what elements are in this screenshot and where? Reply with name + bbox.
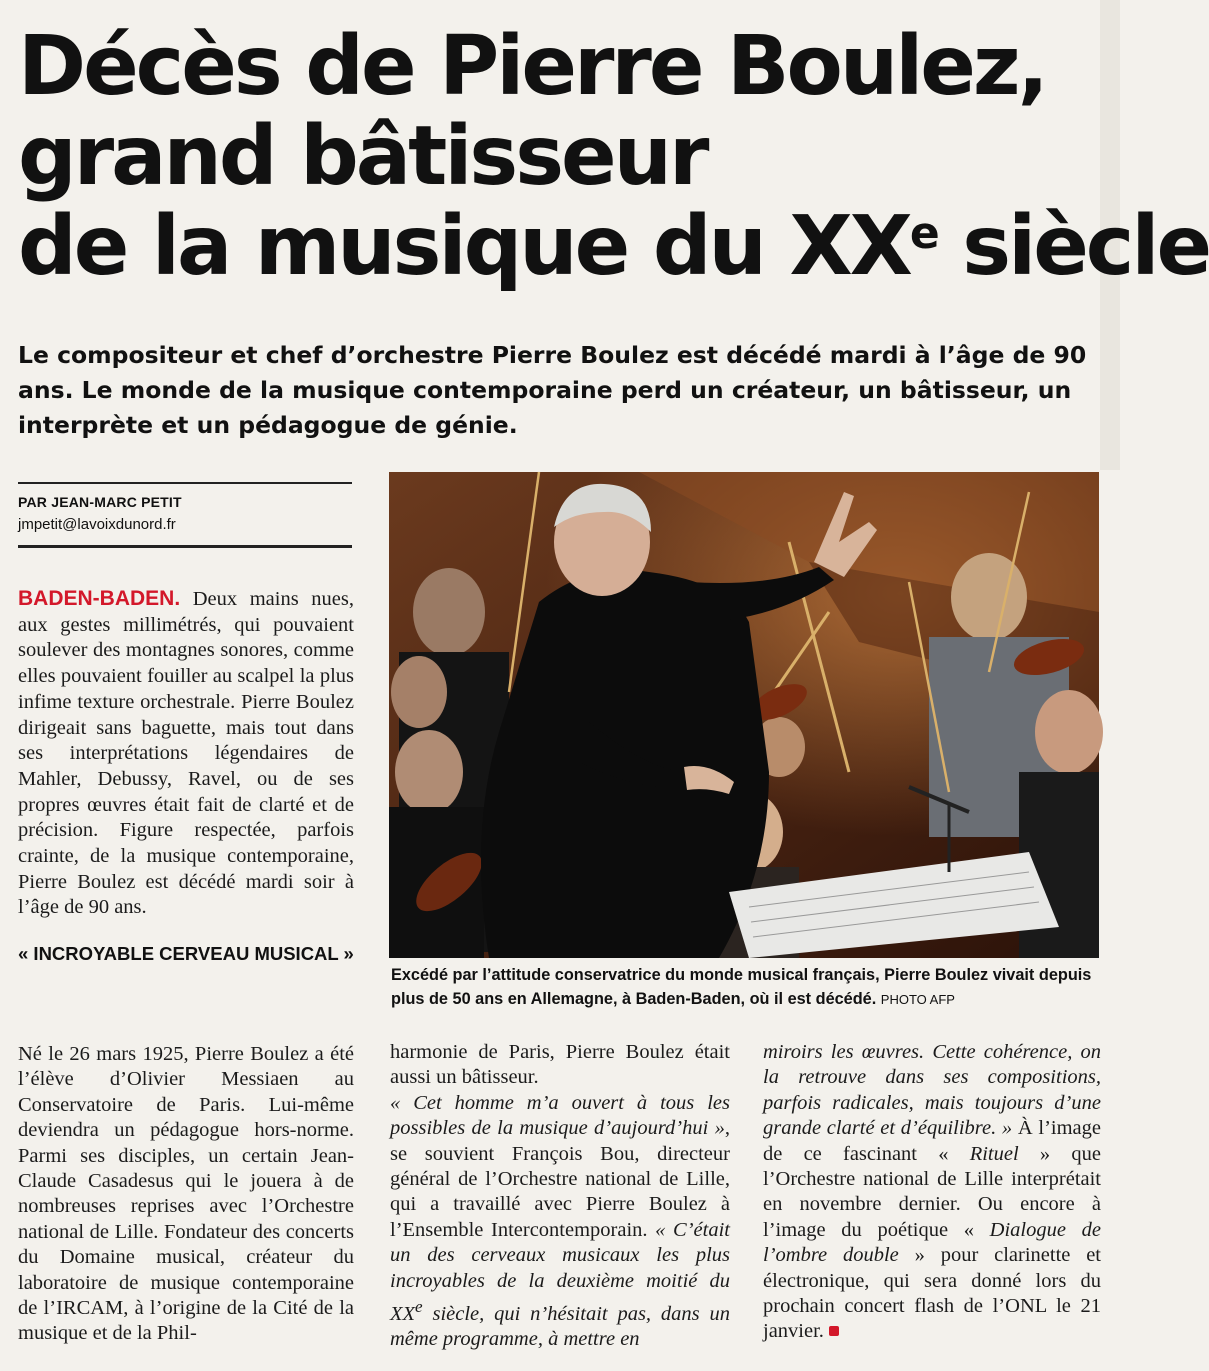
article-column-1-bottom (18, 1042, 354, 1347)
article-column-2 (390, 1040, 730, 1353)
column-3-paragraph (763, 1040, 1101, 1345)
column-1-paragraph: Né le 26 mars 1925, Pierre Boulez a été l’élève d’Olivier Messiaen au Conservatoire de Paris. Lui-même deviendra un pédagogue hors-norme. Parmi ses disciples, un certain Jean-Claude Casadesus qui le jouera à de nombreuses reprises avec l’Orchestre national de Lille. Fondateur des concerts du Domaine musical, créateur du laboratoire de musique contemporaine de l’IRCAM, à l’origine de la Cité de la musique et de la Phil- (18, 1043, 354, 1345)
headline-line-3-post: siècle (936, 199, 1209, 294)
quote-bou-1: « Cet homme m’a ouvert à tous les possibles de la musique d’aujourd’hui » (390, 1091, 730, 1140)
quote-bou-continued: miroirs les œuvres. Cette cohérence, on la retrouve dans ses compositions, parfois radicales, mais toujours d’une grande clarté et d’équilibre. » (763, 1041, 1101, 1140)
headline (18, 19, 1209, 294)
headline-line-3-pre: de la musique du XX (18, 199, 910, 294)
column-3-text-b: » que l’Orchestre national de Lille interprétait en novembre dernier. Ou encore à l’image du poétique « (763, 1142, 1101, 1241)
subheading: « INCROYABLE CERVEAU MUSICAL » (18, 943, 354, 965)
column-2-paragraph-2 (390, 1091, 730, 1353)
photo-caption (391, 963, 1103, 1012)
byline (18, 482, 352, 548)
work-title-dialogue: Dialogue de l’ombre double (763, 1218, 1101, 1267)
caption-text: Excédé par l’attitude conservatrice du monde musical français, Pierre Boulez vivait depuis plus de 50 ans en Allemagne, à Baden-Baden, où il est décédé. (391, 966, 1092, 1008)
headline-line-1: Décès de Pierre Boulez, (18, 19, 1046, 114)
article-column-1-top (18, 586, 354, 965)
work-title-rituel: Rituel (969, 1142, 1019, 1165)
column-2-text: , se souvient François Bou, directeur général de l’Orchestre national de Lille, qui a travaillé avec Pierre Boulez à l’Ensemble Intercontemporain. (390, 1117, 730, 1241)
byline-author: PAR JEAN-MARC PETIT (18, 494, 182, 510)
quote-bou-2-end: siècle, qui n’hésitait pas, dans un même programme, à mettre en (390, 1302, 730, 1351)
byline-email: jmpetit@lavoixdunord.fr (18, 516, 176, 533)
lead-paragraph (18, 586, 354, 921)
dateline: BADEN-BADEN. (18, 587, 181, 610)
headline-line-2: grand bâtisseur (18, 109, 707, 204)
quote-superscript: e (415, 1297, 423, 1317)
photo-illustration (389, 472, 1099, 958)
column-2-paragraph-1: harmonie de Paris, Pierre Boulez était aussi un bâtisseur. (390, 1041, 730, 1089)
headline-superscript: e (909, 208, 937, 259)
headline-line-3 (18, 199, 1209, 294)
photo-credit: PHOTO AFP (880, 992, 955, 1007)
press-photo-conductor (389, 472, 1099, 958)
end-of-article-mark (829, 1326, 839, 1336)
quote-bou-2-text: « C’était un des cerveaux musicaux les plus incroyables de la deuxième moitié du XX (390, 1218, 730, 1325)
standfirst: Le compositeur et chef d’orchestre Pierre Boulez est décédé mardi à l’âge de 90 ans. Le monde de la musique contemporaine perd un créateur, un bâtisseur, un interprète et un pédagogue de génie. (18, 341, 1087, 439)
column-3-text-c: » pour clarinette et électronique, qui sera donné lors du prochain concert flash de l’ONL le 21 janvier. (763, 1244, 1101, 1343)
article-column-3 (763, 1040, 1101, 1345)
column-3-text-a: À l’image de ce fascinant « (763, 1117, 1101, 1165)
lead-text: Deux mains nues, aux gestes millimétrés, qui pouvaient soulever des montagnes sonores, comme elles pouvaient fouiller au scalpel la plus infime texture orchestrale. Pierre Boulez dirigeait sans baguette, mais tout dans ses interprétations légendaires de Mahler, Debussy, Ravel, ou de ses propres œuvres était fait de clarté et de précision. Figure respectée, parfois crainte, de la musique contemporaine, Pierre Boulez est décédé mardi soir à l’âge de 90 ans. (18, 588, 354, 919)
